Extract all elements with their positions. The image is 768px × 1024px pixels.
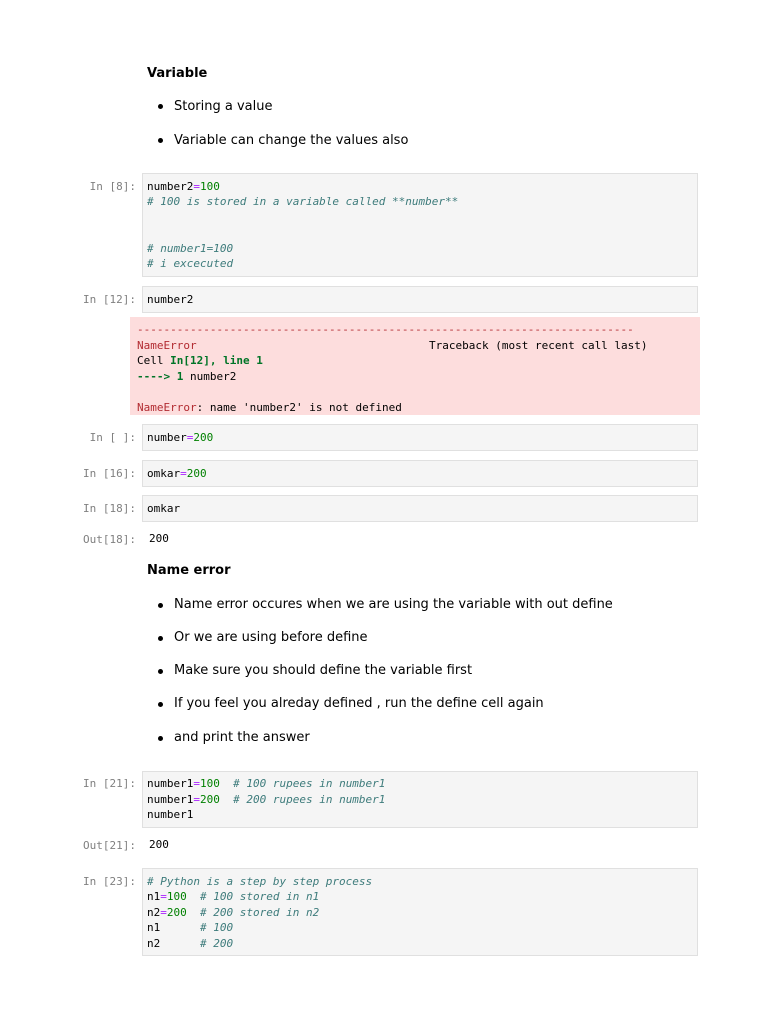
error-name: NameError bbox=[137, 339, 197, 352]
cell-prompt: In [8]: bbox=[89, 180, 136, 193]
error-message: NameError: name 'number2' is not defined bbox=[137, 401, 402, 414]
code-comment: # number1=100 bbox=[147, 242, 234, 255]
cell-prompt: In [ ]: bbox=[89, 431, 136, 444]
list-item: and print the answer bbox=[174, 730, 310, 745]
error-traceback-label: Traceback (most recent call last) bbox=[429, 339, 648, 352]
cell-prompt: In [21]: bbox=[83, 777, 136, 790]
code-line: number1 bbox=[147, 808, 194, 821]
cell-prompt: In [18]: bbox=[83, 502, 136, 515]
section-heading-variable: Variable bbox=[147, 66, 208, 81]
bullet-icon bbox=[158, 736, 163, 741]
list-item: Make sure you should define the variable first bbox=[174, 663, 473, 678]
list-item: Storing a value bbox=[174, 99, 273, 114]
code-comment: # i excecuted bbox=[147, 257, 234, 270]
code-line: number1=100 # 100 rupees in number1 bbox=[147, 777, 386, 790]
list-item: If you feel you alreday defined , run the define cell again bbox=[174, 696, 544, 711]
bullet-icon bbox=[158, 603, 163, 608]
code-comment: # Python is a step by step process bbox=[147, 875, 373, 888]
code-line: omkar=200 bbox=[147, 467, 207, 480]
list-item: Or we are using before define bbox=[174, 630, 368, 645]
section-heading-name-error: Name error bbox=[147, 563, 231, 578]
bullet-icon bbox=[158, 669, 163, 674]
output-prompt: Out[18]: bbox=[83, 533, 136, 546]
code-cell-12[interactable] bbox=[142, 286, 698, 313]
code-line: omkar bbox=[147, 502, 181, 515]
cell-output: 200 bbox=[149, 532, 169, 545]
code-line: number2 bbox=[147, 293, 194, 306]
list-item: Variable can change the values also bbox=[174, 133, 409, 148]
code-line: n1 # 100 bbox=[147, 921, 234, 934]
bullet-icon bbox=[158, 636, 163, 641]
cell-prompt: In [23]: bbox=[83, 875, 136, 888]
bullet-icon bbox=[158, 702, 163, 707]
code-line: n2=200 # 200 stored in n2 bbox=[147, 906, 320, 919]
code-line: n1=100 # 100 stored in n1 bbox=[147, 890, 320, 903]
cell-output: 200 bbox=[149, 838, 169, 851]
list-item: Name error occures when we are using the variable with out define bbox=[174, 597, 613, 612]
output-prompt: Out[21]: bbox=[83, 839, 136, 852]
code-line: number2=100 bbox=[147, 180, 220, 193]
error-divider: --------------------------------------------------------------------------- bbox=[137, 323, 634, 336]
bullet-icon bbox=[158, 138, 163, 143]
code-cell-18[interactable] bbox=[142, 495, 698, 522]
bullet-icon bbox=[158, 104, 163, 109]
code-cell-16[interactable] bbox=[142, 460, 698, 487]
cell-prompt: In [16]: bbox=[83, 467, 136, 480]
code-line: number=200 bbox=[147, 431, 214, 444]
code-line: n2 # 200 bbox=[147, 937, 234, 950]
error-cell-ref: Cell In[12], line 1 bbox=[137, 354, 263, 367]
error-arrow-line: ----> 1 number2 bbox=[137, 370, 237, 383]
code-comment: # 100 is stored in a variable called **number** bbox=[147, 195, 459, 208]
code-line: number1=200 # 200 rupees in number1 bbox=[147, 793, 386, 806]
code-cell-blank[interactable] bbox=[142, 424, 698, 451]
cell-prompt: In [12]: bbox=[83, 293, 136, 306]
